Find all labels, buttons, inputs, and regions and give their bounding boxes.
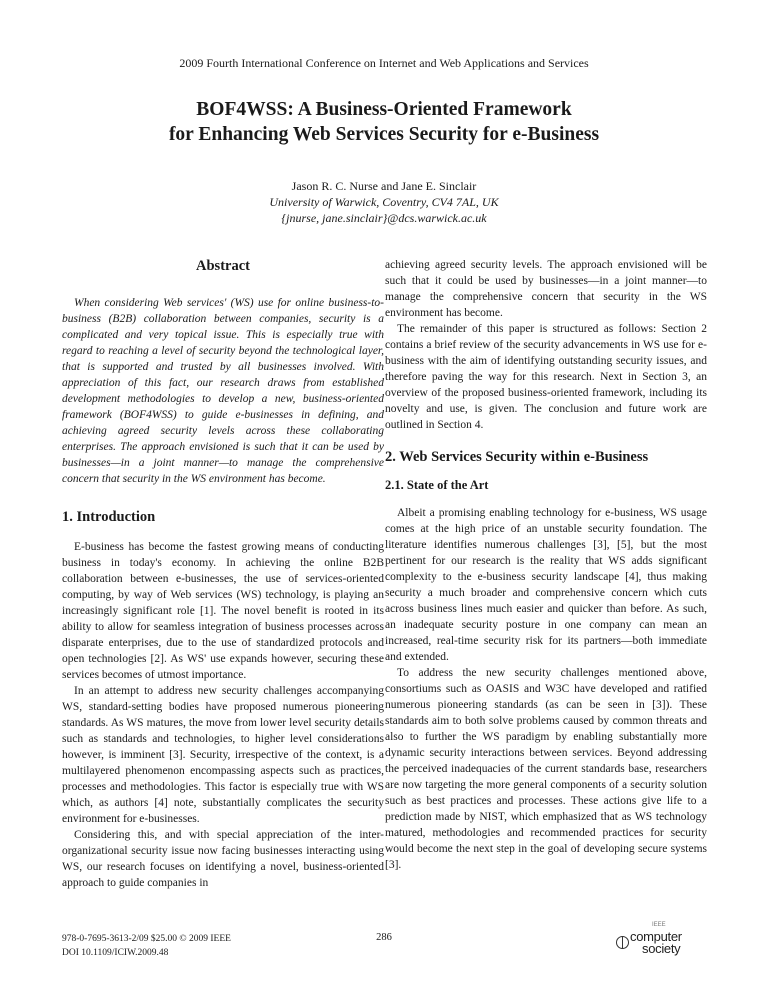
section-2-1-paragraph: Albeit a promising enabling technology for e-business, WS usage comes at the high price of an unstable security foundation. The literature identifies numerous challenges [3], [5], but the most pertinent for our research is the reality that WS adds significant complexity to the e-business security landscape [4], thus making security a much broader and comprehensive concern which cuts across business lines much easier and quicker than before. As such, an inadequate security posture in one company can mean an increased, real-time security risk for its partners—both immediate and extended. bbox=[385, 507, 707, 663]
right-column bbox=[385, 257, 707, 873]
abstract-text: When considering Web services' (WS) use for online business-to-business (B2B) collaboration between companies, security is a complicated and very topical issue. This is especially true with regard to reaching a level of security beyond the technological layer, that is supported and trusted by all businesses involved. With appreciation of this fact, our research draws from established development methodologies to develop a new, business-oriented framework (BOF4WSS) to guide e-businesses in defining, and achieving agreed security levels across these collaborating enterprises. The approach envisioned is such that it can be used by businesses—in a joint manner—to manage the comprehensive concern that security in the WS environment has become. bbox=[62, 297, 384, 485]
globe-icon bbox=[616, 936, 629, 949]
title-line-1: BOF4WSS: A Business-Oriented Framework bbox=[196, 99, 572, 120]
logo-word-society: society bbox=[642, 941, 681, 956]
paper-title bbox=[0, 97, 768, 147]
section-2-1-heading: 2.1. State of the Art bbox=[385, 478, 489, 492]
page-number: 286 bbox=[376, 932, 392, 943]
author-names: Jason R. C. Nurse and Jane E. Sinclair bbox=[291, 179, 477, 193]
footer-isbn: 978-0-7695-3613-2/09 $25.00 © 2009 IEEE bbox=[62, 934, 231, 944]
abstract-heading: Abstract bbox=[196, 258, 250, 274]
section-2-1-paragraph: To address the new security challenges mentioned above, consortiums such as OASIS and W3C have developed and ratified numerous pioneering standards (as can be seen in [3]). These standards aim to both solve problems caused by common threats and also to further the WS paradigm by enabling substantially more dynamic security interactions between services. Beyond addressing the perceived inadequacies of the current standards base, researchers are now targeting the more general components of a security solution such as best practices and processes. These actions give life to a prediction made by NIST, which emphasized that as WS technology matured, methodologies and recommended practices for security would become the next step in the goal of developing secure systems [3]. bbox=[385, 667, 707, 871]
ieee-computer-society-logo bbox=[614, 922, 684, 958]
title-line-2: for Enhancing Web Services Security for e-Business bbox=[168, 124, 600, 145]
section-1-heading: 1. Introduction bbox=[62, 509, 156, 525]
conference-header: 2009 Fourth International Conference on Internet and Web Applications and Services bbox=[179, 56, 589, 70]
section-1-paragraph: In an attempt to address new security challenges accompanying WS, standard-setting bodies have proposed numerous pioneering standards. As WS matures, the move from lower level security details such as standards and technologies, to higher level considerations however, is imminent [3]. Security, irrespective of the context, is a multilayered phenomenon encompassing aspects such as practices, processes and methodologies. This factor is especially true with WS which, as authors [4] note, substantially complicates the security environment for e-businesses. bbox=[62, 685, 384, 825]
logo-ieee-text: IEEE bbox=[652, 922, 666, 928]
section-2-heading: 2. Web Services Security within e-Business bbox=[385, 449, 649, 465]
footer-doi: DOI 10.1109/ICIW.2009.48 bbox=[62, 948, 169, 958]
intro-structure-paragraph: The remainder of this paper is structured as follows: Section 2 contains a brief review of the security advancements in WS use for e-business with the aim of identifying outstanding security issues, and therefore paving the way for this research. Next in Section 3, an overview of the proposed business-oriented framework, including its novelty and use, is given. The conclusion and future work are outlined in Section 4. bbox=[385, 323, 707, 431]
logo-word-computer: computer bbox=[630, 929, 682, 944]
intro-continued-paragraph: achieving agreed security levels. The approach envisioned will be such that it could be used by businesses—in a joint manner—to manage the comprehensive concern that security in the WS environment has become. bbox=[385, 259, 707, 319]
left-column bbox=[62, 228, 384, 891]
author-block bbox=[0, 178, 768, 226]
author-affiliation: University of Warwick, Coventry, CV4 7AL, UK bbox=[269, 195, 499, 209]
author-emails: {jnurse, jane.sinclair}@dcs.warwick.ac.uk bbox=[281, 211, 487, 225]
abstract-body bbox=[62, 295, 384, 487]
section-1-paragraph: E-business has become the fastest growing means of conducting business in today's economy. In achieving the online B2B collaboration between e-businesses, the use of services-oriented computing, by way of Web services (WS) technology, is playing an increasingly significant role [1]. The novel benefit is rooted in its ability to allow for seamless integration of business processes across disparate enterprises, due to the use of standardized protocols and open technologies [2]. As WS' use expands however, securing these services becomes of utmost importance. bbox=[62, 541, 384, 681]
section-1-paragraph: Considering this, and with special appreciation of the inter-organizational security issue now facing businesses interacting using WS, our research focuses on identifying a novel, business-oriented approach to guide companies in bbox=[62, 829, 384, 889]
